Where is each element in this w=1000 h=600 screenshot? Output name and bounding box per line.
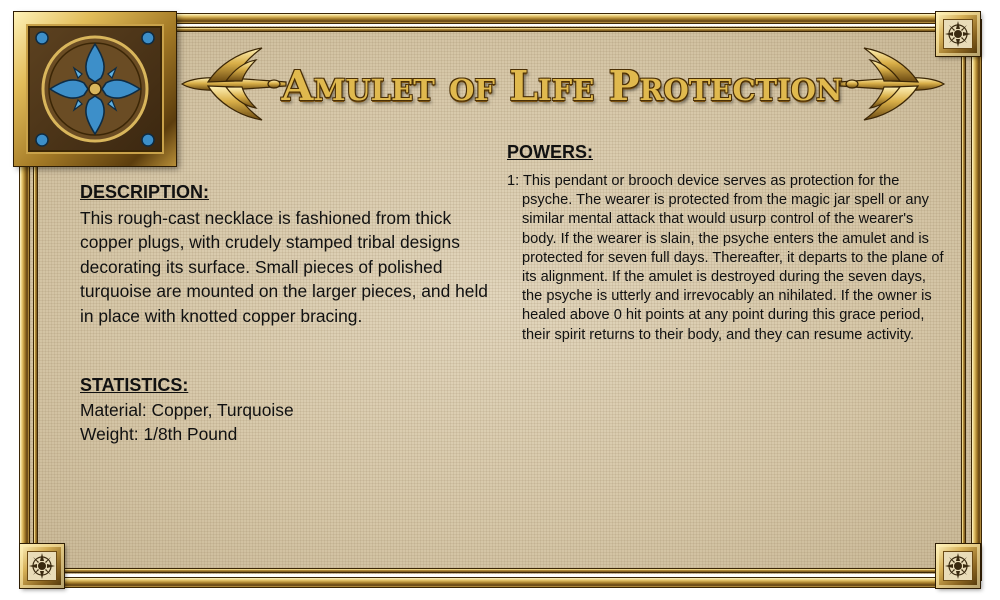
powers-list <box>507 172 947 345</box>
frame-right-outer <box>972 20 981 580</box>
description-heading: DESCRIPTION: <box>80 182 210 202</box>
title-banner <box>178 44 948 124</box>
statistics-heading: STATISTICS: <box>80 375 189 395</box>
sun-rosette-icon <box>943 551 973 581</box>
frame-right-inner <box>962 30 965 570</box>
description-text: This rough-cast necklace is fashioned from thick copper plugs, with crudely stamped tribal designs decorating its surface. Small pieces of polished turquoise are mounted on the larger pieces, and held in place with knotted copper bracing. <box>80 208 488 326</box>
frame-bottom-outer <box>24 578 974 587</box>
sun-rosette-icon <box>27 551 57 581</box>
frame-bottom-inner <box>30 569 968 572</box>
corner-bottom-right <box>936 544 980 588</box>
stat-weight: Weight: 1/8th Pound <box>80 424 238 444</box>
item-title: Amulet of Life Protection <box>281 62 843 110</box>
gold-flourish-icon <box>838 44 948 124</box>
corner-bottom-left <box>20 544 64 588</box>
turquoise-cross-emblem-icon <box>26 24 164 154</box>
powers-heading: POWERS: <box>507 142 594 162</box>
gold-flourish-icon <box>178 44 288 124</box>
stat-material: Material: Copper, Turquoise <box>80 400 294 420</box>
item-emblem <box>14 12 176 166</box>
power-item: 1: This pendant or brooch device serves as protection for the psyche. The wearer is protected from the magic jar spell or any similar mental attack that would usurp control of the wearer's body. If the wearer is slain, the psyche enters the amulet and is protected for seven full days. Thereafter, it departs to the plane of its alignment. If the amulet is destroyed during the seven days, the psyche is utterly and irrevocably an nihilated. If the owner is healed above 0 hit points at any point during this grace period, their spirit returns to their body, and they can resume activity. <box>507 173 944 343</box>
